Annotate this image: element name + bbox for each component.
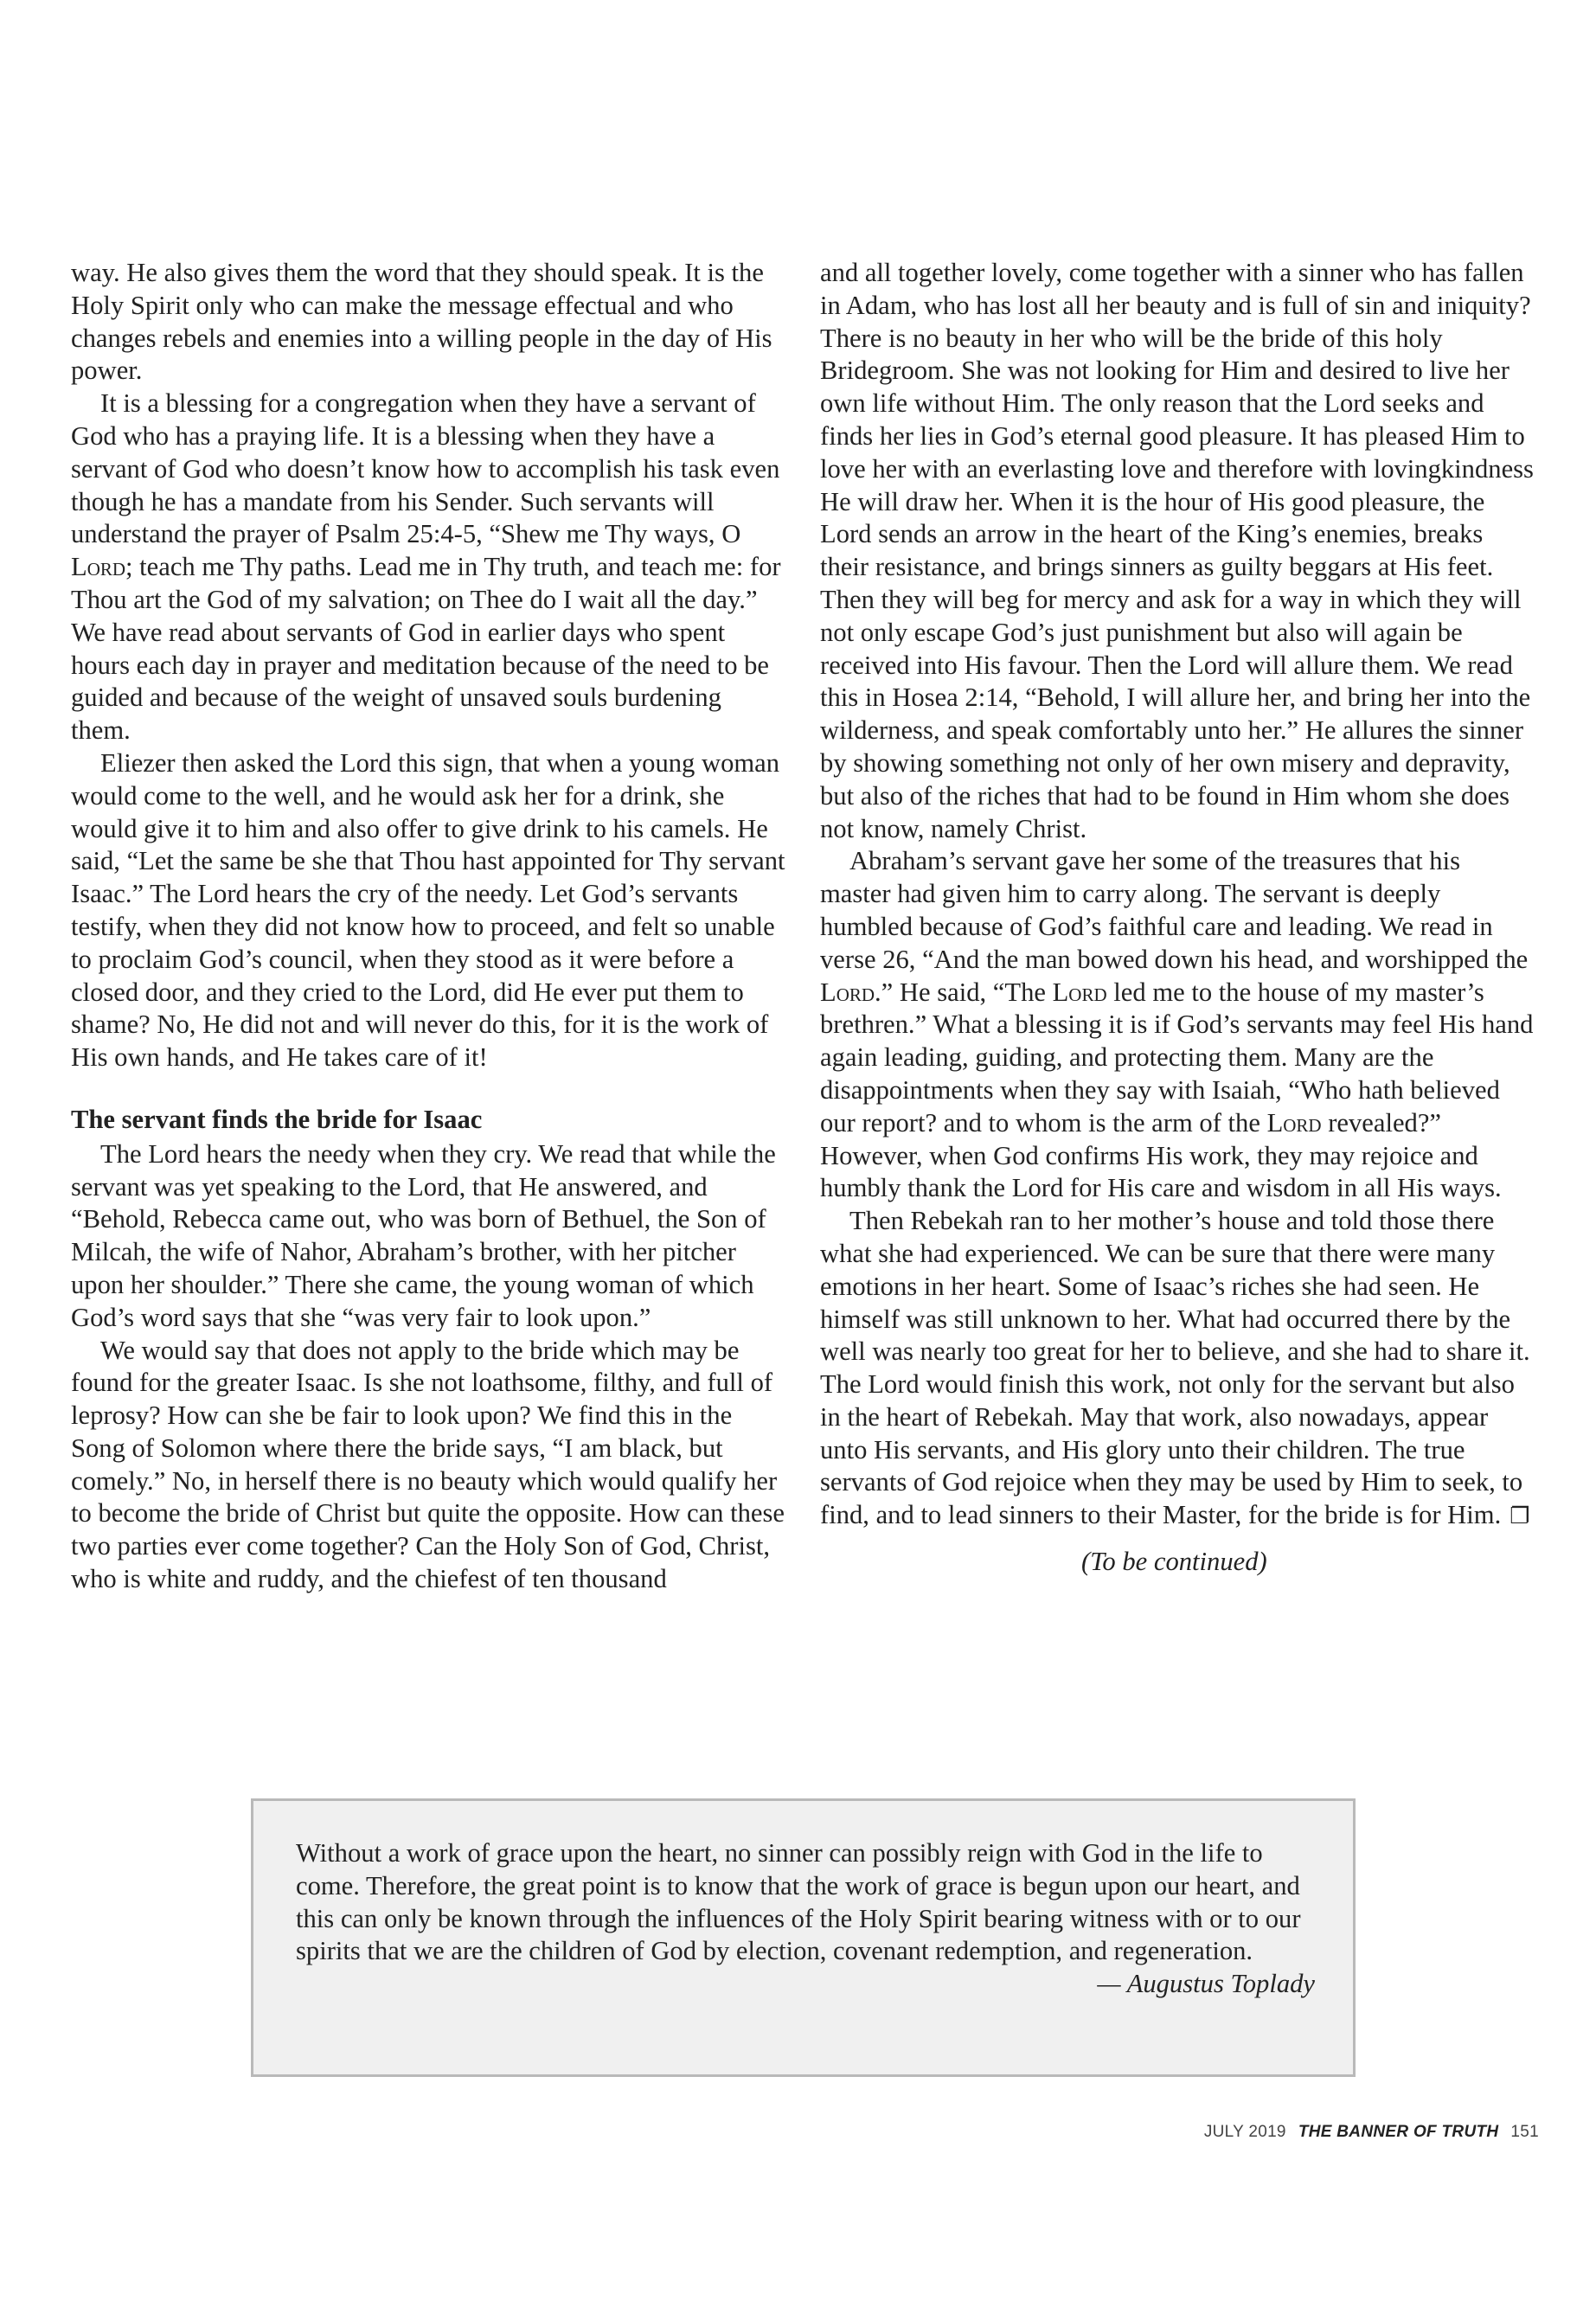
paragraph-text: revealed?” However, when God confirms His work, they may rejoice and humbly thank the Lord for His care and wisdom in all His ways.	[820, 1107, 1502, 1203]
section-heading: The servant finds the bride for Isaac	[71, 1104, 483, 1134]
paragraph-text: led me to the house of my master’s brethren.” What a blessing it is if God’s servants may feel His hand again leading, guiding, and protecting them. Many are the disappointments when they say with Isaiah, “Who hath believed our report? and to whom is the arm of the	[820, 977, 1534, 1138]
paragraph-text: .” He said, “The	[875, 977, 1053, 1007]
left-column	[71, 257, 785, 1596]
paragraph: Eliezer then asked the Lord this sign, that when a young woman would come to the well, and he would ask her for a drink, she would give it to him and also offer to give drink to his camels. He said, “Let the same be she that Thou hast appointed for Thy servant Isaac.” The Lord hears the cry of the needy. Let God’s servants testify, when they did not know how to proceed, and felt so unable to proclaim God’s council, when they stood as it were before a closed door, and they cried to the Lord, did He ever put them to shame? No, He did not and will never do this, for it is the work of His own hands, and He takes care of it!	[71, 747, 785, 1073]
paragraph	[820, 845, 1535, 1205]
paragraph-text: It is a blessing for a congregation when they have a servant of God who has a praying life. It is a blessing when they have a servant of God who doesn’t know how to accomplish his task even though he has a mandate from his Sender. Such servants will understand the prayer of Psalm 25:4-5, “Shew me Thy ways, O	[71, 388, 780, 549]
end-mark-icon: ❐	[1509, 1503, 1530, 1530]
paragraph	[71, 388, 785, 747]
paragraph-text: Abraham’s servant gave her some of the treasures that his master had given him to carry along. The servant is deeply humbled because of God’s faithful care and leading. We read in verse 26, “And the man bowed down his head, and worshipped the	[820, 846, 1529, 974]
quote-text: Without a work of grace upon the heart, no sinner can possibly reign with God in the life to come. Therefore, the great point is to know that the work of grace is begun upon our heart, and this can only be known through the influences of the Holy Spirit bearing witness with or to our spirits that we are the children of God by election, covenant redemption, and regeneration.	[296, 1838, 1301, 1966]
small-caps-lord: Lord	[71, 552, 126, 582]
to-be-continued: (To be continued)	[1081, 1547, 1267, 1577]
paragraph: We would say that does not apply to the bride which may be found for the greater Isaac. Is she not loathsome, filthy, and full of leprosy? How can she be fair to look upon? We find this in the Song of Solomon where there the bride says, “I am black, but comely.” No, in herself there is no beauty which would qualify her to become the bride of Christ but quite the opposite. How can these two parties ever come together? Can the Holy Son of God, Christ, who is white and ruddy, and the chiefest of ten thousand	[71, 1335, 785, 1594]
right-column	[820, 257, 1535, 1579]
paragraph-text: ; teach me Thy paths. Lead me in Thy truth, and teach me: for Thou art the God of my salvation; on Thee do I wait all the day.” We have read about servants of God in earlier days who spent hours each day in prayer and meditation because of the need to be guided and because of the weight of unsaved souls burdening them.	[71, 552, 781, 746]
paragraph: The Lord hears the needy when they cry. We read that while the servant was yet speaking to the Lord, that He answered, and “Behold, Rebecca came out, who was born of Bethuel, the Son of Milcah, the wife of Nahor, Abraham’s brother, with her pitcher upon her shoulder.” There she came, the young woman of which God’s word says that she “was very fair to look upon.”	[71, 1138, 776, 1332]
paragraph-text: Then Rebekah ran to her mother’s house and told those there what she had experienced. We can be sure that there were many emotions in her heart. Some of Isaac’s riches she had seen. He himself was still unknown to her. What had occurred there by the well was nearly too great for her to believe, and she had to share it. The Lord would finish this work, not only for the servant but also in the heart of Rebekah. May that work, also nowadays, appear unto His servants, and His glory unto their children. The true servants of God rejoice when they may be used by Him to seek, to find, and to lead sinners to their Master, for the bride is for Him.	[820, 1206, 1530, 1530]
small-caps-lord: Lord	[1052, 977, 1107, 1007]
footer-date: JULY 2019	[1203, 2123, 1286, 2141]
small-caps-lord: Lord	[1266, 1107, 1322, 1138]
page-number: 151	[1510, 2123, 1539, 2141]
magazine-title: THE BANNER OF TRUTH	[1298, 2123, 1499, 2141]
paragraph	[820, 1205, 1535, 1534]
paragraph: way. He also gives them the word that they should speak. It is the Holy Spirit only who can make the message effectual and who changes rebels and enemies into a willing people in the day of His power.	[71, 258, 772, 386]
page-footer	[1204, 2123, 1539, 2142]
quote-box	[251, 1798, 1356, 2077]
paragraph: and all together lovely, come together with a sinner who has fallen in Adam, who has lost all her beauty and is full of sin and iniquity? There is no beauty in her who will be the bride of this holy Bridegroom. She was not looking for Him and desired to live her own life without Him. The only reason that the Lord seeks and finds her lies in God’s eternal good pleasure. It has pleased Him to love her with an everlasting love and therefore with lovingkindness He will draw her. When it is the hour of His good pleasure, the Lord sends an arrow in the heart of the King’s enemies, breaks their resistance, and brings sinners as guilty beggars at His feet. Then they will beg for mercy and ask for a way in which they will not only escape God’s just punishment but also will again be received into His favour. Then the Lord will allure them. We read this in Hosea 2:14, “Behold, I will allure her, and bring her into the wilderness, and speak comfortably unto her.” He allures the sinner by showing something not only of her own misery and depravity, but also of the riches that had to be found in Him whom she does not know, namely Christ.	[820, 258, 1534, 843]
quote-attribution: — Augustus Toplady	[1097, 1969, 1315, 1999]
small-caps-lord: Lord	[820, 977, 875, 1007]
